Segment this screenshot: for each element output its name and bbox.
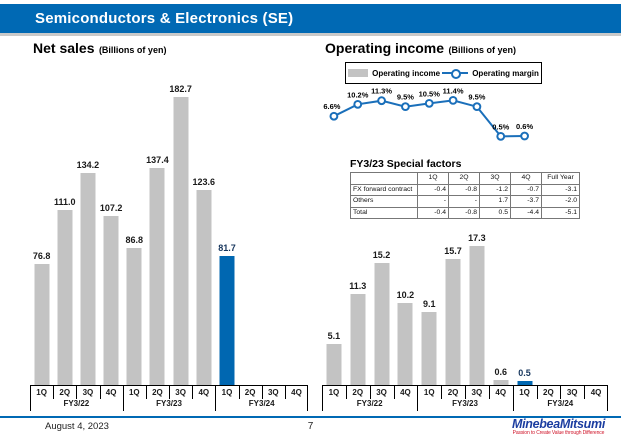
bar-slot bbox=[560, 240, 584, 385]
axis-tick bbox=[560, 386, 561, 399]
bar-slot bbox=[215, 85, 238, 385]
margin-point-marker bbox=[450, 97, 457, 104]
slide-header bbox=[0, 4, 621, 33]
bar-value-label: 0.6 bbox=[494, 367, 507, 377]
value-cell: -5.1 bbox=[542, 207, 580, 219]
bar bbox=[150, 168, 165, 385]
table-header-cell: 1Q bbox=[418, 173, 449, 185]
value-cell: -0.7 bbox=[511, 184, 542, 196]
quarter-label: 4Q bbox=[198, 388, 210, 397]
margin-point-marker bbox=[354, 101, 361, 108]
quarter-label: 3Q bbox=[471, 388, 483, 397]
bar-slot bbox=[123, 85, 146, 385]
bar-value-label: 0.5 bbox=[518, 368, 531, 378]
bar-slot bbox=[322, 240, 346, 385]
fiscal-year-label: FY3/23 bbox=[156, 399, 182, 408]
bar bbox=[104, 216, 119, 385]
bar-value-label: 76.8 bbox=[32, 251, 51, 261]
quarter-label: 1Q bbox=[423, 388, 435, 397]
quarter-label: 2Q bbox=[59, 388, 71, 397]
bar bbox=[127, 248, 142, 385]
axis-tick bbox=[465, 386, 466, 399]
chart-unit-text: (Billions of yen) bbox=[448, 45, 516, 55]
special-factors-block bbox=[350, 158, 580, 219]
quarter-label: 3Q bbox=[82, 388, 94, 397]
operating-income-bar-chart bbox=[322, 233, 608, 385]
special-factors-table bbox=[350, 172, 580, 219]
operating-margin-line-chart bbox=[322, 86, 608, 148]
fiscal-year-label: FY3/22 bbox=[63, 399, 90, 408]
margin-point-label: 9.5% bbox=[396, 92, 414, 102]
table-row bbox=[351, 207, 580, 219]
row-label-cell: FX forward contract bbox=[351, 184, 418, 196]
margin-point-marker bbox=[521, 133, 528, 140]
chart-title-text: Net sales bbox=[33, 40, 95, 56]
quarter-label: 4Q bbox=[291, 388, 302, 397]
bar-slot bbox=[489, 240, 513, 385]
quarter-label: 3Q bbox=[267, 388, 279, 397]
axis-tick bbox=[123, 386, 124, 411]
quarter-label: 4Q bbox=[495, 388, 507, 397]
margin-point-marker bbox=[474, 103, 481, 110]
axis-tick bbox=[346, 386, 347, 399]
axis-tick bbox=[30, 386, 31, 411]
bar-slot bbox=[584, 240, 608, 385]
chart-legend bbox=[345, 62, 542, 84]
axis-tick bbox=[394, 386, 395, 399]
bar-slot bbox=[192, 85, 215, 385]
bar-value-label: 11.3 bbox=[349, 281, 367, 291]
margin-point-label: 10.2% bbox=[347, 90, 369, 100]
value-cell: -0.8 bbox=[449, 207, 480, 219]
bar-value-label: 107.2 bbox=[99, 203, 123, 213]
value-cell: 1.7 bbox=[480, 196, 511, 208]
bar-slot bbox=[370, 240, 394, 385]
quarter-label: 4Q bbox=[105, 388, 117, 397]
quarter-label: 2Q bbox=[352, 388, 364, 397]
bar bbox=[326, 344, 341, 385]
value-cell: - bbox=[418, 196, 449, 208]
bar-slot bbox=[513, 240, 537, 385]
value-cell: 0.5 bbox=[480, 207, 511, 219]
bar-swatch-icon bbox=[348, 69, 368, 77]
axis-tick bbox=[169, 386, 170, 399]
row-label-cell: Total bbox=[351, 207, 418, 219]
margin-point-label: 0.5% bbox=[492, 122, 510, 132]
margin-point-marker bbox=[426, 100, 433, 107]
net-sales-bar-chart bbox=[30, 85, 308, 385]
row-label-cell: Others bbox=[351, 196, 418, 208]
quarter-label: 3Q bbox=[376, 388, 387, 397]
axis-tick bbox=[489, 386, 490, 399]
bar-slot bbox=[465, 233, 489, 385]
fiscal-year-label: FY3/22 bbox=[356, 399, 383, 408]
quarter-label: 4Q bbox=[400, 388, 411, 397]
margin-point-label: 11.3% bbox=[371, 86, 393, 96]
value-cell: -2.0 bbox=[542, 196, 580, 208]
value-cell: -1.2 bbox=[480, 184, 511, 196]
net-sales-title bbox=[33, 40, 166, 58]
bar-value-label: 15.2 bbox=[372, 250, 391, 260]
fiscal-year-label: FY3/24 bbox=[248, 399, 275, 408]
table-row bbox=[351, 184, 580, 196]
legend-label: Operating income bbox=[372, 68, 441, 78]
value-cell: - bbox=[449, 196, 480, 208]
margin-point-marker bbox=[402, 103, 409, 110]
bar bbox=[34, 264, 49, 385]
bar-slot bbox=[53, 85, 76, 385]
bar bbox=[57, 210, 72, 385]
margin-point-label: 11.4% bbox=[442, 86, 464, 96]
table-header-cell bbox=[351, 173, 418, 185]
axis-tick bbox=[607, 386, 608, 411]
operating-income-x-axis bbox=[322, 385, 608, 411]
quarter-label: 3Q bbox=[175, 388, 186, 397]
header-divider bbox=[0, 33, 621, 36]
fiscal-year-label: FY3/24 bbox=[547, 399, 574, 408]
operating-income-title bbox=[325, 40, 516, 58]
axis-tick bbox=[584, 386, 585, 399]
quarter-label: 2Q bbox=[543, 388, 554, 397]
legend-label: Operating margin bbox=[472, 68, 539, 78]
margin-point-label: 9.5% bbox=[468, 92, 486, 102]
margin-point-marker bbox=[331, 113, 338, 120]
axis-tick bbox=[537, 386, 538, 399]
bar-value-label: 137.4 bbox=[146, 155, 169, 165]
axis-tick bbox=[441, 386, 442, 399]
logo-text: MinebeaMitsumi bbox=[511, 417, 605, 431]
quarter-label: 2Q bbox=[152, 388, 163, 397]
bar bbox=[80, 173, 95, 385]
bar-slot bbox=[146, 85, 169, 385]
value-cell: -3.1 bbox=[542, 184, 580, 196]
bar-value-label: 10.2 bbox=[396, 290, 415, 300]
bar-value-label: 86.8 bbox=[125, 235, 144, 245]
bar-slot bbox=[239, 85, 262, 385]
axis-tick bbox=[146, 386, 147, 399]
bar-slot bbox=[100, 85, 123, 385]
bar-slot bbox=[76, 85, 99, 385]
axis-tick bbox=[307, 386, 308, 411]
quarter-label: 1Q bbox=[128, 388, 140, 397]
axis-tick bbox=[322, 386, 323, 411]
page-number: 7 bbox=[307, 421, 314, 432]
axis-tick bbox=[417, 386, 418, 411]
axis-tick bbox=[285, 386, 286, 399]
bar bbox=[398, 303, 413, 385]
fiscal-year-label: FY3/23 bbox=[452, 399, 478, 408]
margin-point-marker bbox=[378, 97, 385, 104]
value-cell: -0.8 bbox=[449, 184, 480, 196]
bar bbox=[196, 190, 211, 385]
bar-slot bbox=[441, 240, 465, 385]
quarter-label: 1Q bbox=[328, 388, 340, 397]
margin-point-marker bbox=[497, 133, 504, 140]
company-logo bbox=[512, 417, 605, 436]
legend-item-operating-margin bbox=[442, 68, 539, 78]
axis-tick bbox=[239, 386, 240, 399]
axis-tick bbox=[100, 386, 101, 399]
quarter-label: 1Q bbox=[221, 388, 233, 397]
bar bbox=[350, 294, 365, 385]
bar-value-label: 15.7 bbox=[444, 246, 462, 256]
net-sales-panel bbox=[30, 40, 308, 412]
margin-point-label: 10.5% bbox=[418, 89, 440, 99]
bar-slot bbox=[285, 85, 308, 385]
axis-tick bbox=[76, 386, 77, 399]
bar bbox=[374, 263, 389, 385]
axis-tick bbox=[53, 386, 54, 399]
bar bbox=[173, 97, 188, 385]
special-factors-title: FY3/23 Special factors bbox=[350, 158, 462, 170]
bar-slot bbox=[30, 85, 53, 385]
value-cell: -0.4 bbox=[418, 184, 449, 196]
table-header-cell: 3Q bbox=[480, 173, 511, 185]
bar-highlighted bbox=[219, 256, 234, 385]
axis-tick bbox=[370, 386, 371, 399]
bar bbox=[446, 259, 461, 385]
quarter-label: 1Q bbox=[519, 388, 530, 397]
margin-point-label: 0.6% bbox=[516, 122, 534, 132]
quarter-label: 1Q bbox=[36, 388, 47, 397]
value-cell: -3.7 bbox=[511, 196, 542, 208]
operating-income-panel bbox=[322, 40, 608, 412]
bar-slot bbox=[417, 240, 441, 385]
quarter-label: 4Q bbox=[590, 388, 602, 397]
axis-tick bbox=[192, 386, 193, 399]
axis-tick bbox=[215, 386, 216, 411]
bar-value-label: 9.1 bbox=[422, 299, 436, 309]
bar-value-label: 134.2 bbox=[76, 160, 100, 170]
margin-point-label: 6.6% bbox=[323, 102, 341, 112]
net-sales-x-axis bbox=[30, 385, 308, 411]
bar-value-label: 123.6 bbox=[192, 177, 216, 187]
axis-tick bbox=[513, 386, 514, 411]
bar-slot bbox=[346, 240, 370, 385]
logo-tagline: Passion to Create Value through Difference bbox=[512, 430, 605, 436]
slide-title: Semiconductors & Electronics (SE) bbox=[35, 10, 294, 27]
table-header-cell: 2Q bbox=[449, 173, 480, 185]
table-row bbox=[351, 196, 580, 208]
footer-date: August 4, 2023 bbox=[45, 421, 109, 432]
quarter-label: 2Q bbox=[447, 388, 459, 397]
bar-slot bbox=[262, 85, 285, 385]
chart-unit-text: (Billions of yen) bbox=[98, 45, 167, 55]
table-header-cell: Full Year bbox=[542, 173, 580, 185]
value-cell: -4.4 bbox=[511, 207, 542, 219]
bar-value-label: 81.7 bbox=[218, 243, 236, 253]
chart-title-text: Operating income bbox=[325, 40, 445, 56]
quarter-label: 2Q bbox=[244, 388, 256, 397]
bar-slot bbox=[169, 85, 192, 385]
bar-value-label: 111.0 bbox=[53, 197, 76, 207]
bar-value-label: 17.3 bbox=[468, 233, 486, 243]
bar bbox=[469, 246, 484, 385]
legend-item-operating-income bbox=[348, 69, 440, 78]
bar-value-label: 182.7 bbox=[169, 84, 192, 94]
bar-slot bbox=[393, 240, 417, 385]
line-marker-swatch-icon bbox=[442, 68, 468, 78]
value-cell: -0.4 bbox=[418, 207, 449, 219]
quarter-label: 3Q bbox=[566, 388, 578, 397]
table-header-cell: 4Q bbox=[511, 173, 542, 185]
axis-tick bbox=[262, 386, 263, 399]
bar-value-label: 5.1 bbox=[327, 331, 341, 341]
bar bbox=[422, 312, 437, 385]
bar-slot bbox=[536, 240, 560, 385]
